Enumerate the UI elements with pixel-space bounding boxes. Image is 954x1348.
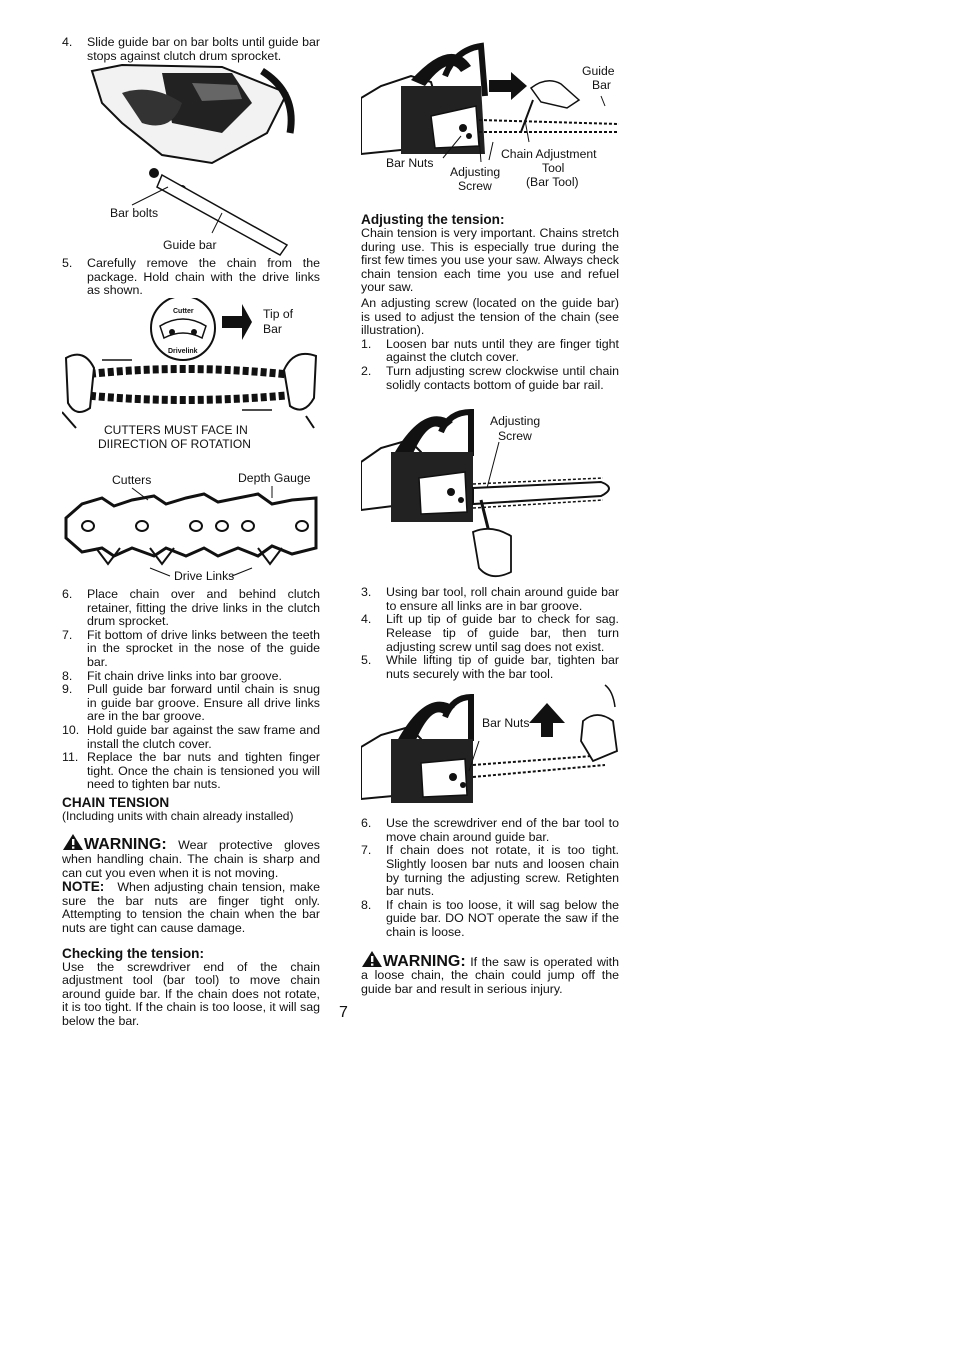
step-text: Replace the bar nuts and tighten finger tight. Once the chain is tensioned you will need to tighten bar nuts. — [87, 750, 320, 792]
step-6 — [361, 817, 619, 844]
step-number: 6. — [361, 816, 372, 831]
page-number: 7 — [339, 1004, 348, 1021]
step-number: 4. — [361, 612, 372, 627]
step-number: 5. — [62, 256, 73, 271]
step-text: Lift up tip of guide bar to check for sag. Release tip of guide bar, then turn adjusting screw until sag does not exist. — [386, 612, 619, 654]
steps-6-8 — [361, 817, 619, 939]
step-text: Fit bottom of drive links between the teeth in the sprocket in the nose of the guide bar. — [87, 627, 320, 669]
cutter-label: Cutter — [173, 307, 194, 315]
step-number: 8. — [62, 668, 73, 683]
warning-triangle-icon — [361, 950, 383, 968]
adjusting-tension-heading: Adjusting the tension: — [361, 212, 505, 227]
step-6 — [62, 588, 320, 629]
step-text: If chain does not rotate, it is too tight. Slightly loosen bar nuts and loosen chain by turning the adjusting screw. Retighten bar nuts. — [386, 843, 619, 899]
warning-word: WARNING: — [383, 952, 466, 970]
chain-tension-heading: CHAIN TENSION — [62, 794, 170, 810]
step-text: Slide guide bar on bar bolts until guide bar stops against clutch drum sprocket. — [87, 35, 320, 63]
guide-bar-bolts-figure — [62, 63, 320, 257]
step-2 — [361, 365, 619, 392]
adjusting-screw-label-1: Adjusting — [490, 414, 541, 429]
step-number: 11. — [62, 750, 79, 765]
step-3 — [361, 586, 619, 613]
step-number: 5. — [361, 653, 372, 668]
step-4 — [361, 613, 619, 654]
step-number: 7. — [361, 843, 372, 858]
steps-6-11 — [62, 588, 320, 792]
adjusting-paragraph-1: Chain tension is very important. Chains stretch during use. This is especially true during the first few times you use your saw. Always check chain tension each time you use and refuel your saw. — [361, 226, 619, 295]
bar-nuts-label: Bar Nuts — [386, 156, 434, 170]
chain-direction-figure — [62, 298, 320, 468]
step-text: Using bar tool, roll chain around guide bar to ensure all links are in bar groove. — [386, 585, 619, 613]
checking-tension-text: Use the screwdriver end of the chain adjustment tool (bar tool) to move chain around guide bar. If the chain does not rotate, it is too tight. If the chain is too loose, it will sag below the bar. — [62, 959, 320, 1028]
note-text: When adjusting chain tension, make sure the bar nuts are finger tight only. Attempting to tension the chain when the bar nuts are tight can cause damage. — [62, 880, 321, 936]
step-number: 2. — [361, 363, 372, 378]
step-7 — [361, 844, 619, 898]
bar-nuts-illustration — [361, 681, 619, 817]
depth-gauge-label: Depth Gauge — [238, 470, 311, 485]
note-word: NOTE: — [62, 879, 105, 895]
guide-bar-label-1: Guide — [582, 64, 615, 78]
step-text: Use the screwdriver end of the bar tool to move chain around guide bar. — [386, 816, 619, 844]
step-5 — [62, 257, 320, 298]
step-text: If chain is too loose, it will sag below the guide bar. DO NOT operate the saw if the chain is loose. — [386, 897, 619, 940]
drivelink-label: Drivelink — [168, 347, 198, 355]
cutters-must-face-label-1: CUTTERS MUST FACE IN — [104, 422, 248, 437]
warning-text: Wear protective gloves when handling chain. The chain is sharp and can cut you even when it is not moving. — [62, 838, 320, 880]
bar-tool-figure — [361, 36, 619, 212]
tip-of-bar-label-2: Bar — [263, 321, 282, 336]
step-9 — [62, 683, 320, 724]
cutters-label: Cutters — [112, 472, 152, 487]
step-1 — [361, 338, 619, 365]
warning-triangle-icon — [62, 833, 84, 851]
step-5 — [361, 654, 619, 681]
chain-adjustment-tool-label-2: Tool — [542, 161, 565, 175]
step-text: Turn adjusting screw clockwise until chain solidly contacts bottom of guide bar rail. — [386, 363, 619, 392]
chain-adjustment-tool-label-3: (Bar Tool) — [526, 175, 579, 189]
step-number: 3. — [361, 585, 372, 600]
adjusting-screw-label-2: Screw — [458, 179, 492, 193]
step-8 — [361, 899, 619, 940]
step-number: 10. — [62, 722, 80, 737]
warning-loose-chain — [361, 950, 619, 997]
tip-of-bar-label-1: Tip of — [263, 306, 294, 321]
step-4 — [62, 36, 320, 63]
cutters-must-face-label-2: DIIRECTION OF ROTATION — [98, 436, 251, 451]
chain-parts-figure — [62, 468, 320, 588]
step-7 — [62, 629, 320, 670]
step-number: 6. — [62, 586, 73, 601]
guide-bar-label: Guide bar — [163, 238, 217, 253]
step-11 — [62, 751, 320, 792]
steps-3-5 — [361, 586, 619, 681]
note — [62, 880, 320, 935]
step-text: Hold guide bar against the saw frame and install the clutch cover. — [87, 722, 320, 751]
step-number: 8. — [361, 897, 372, 912]
step-text: Carefully remove the chain from the package. Hold chain with the drive links as shown. — [87, 256, 320, 298]
adjusting-paragraph-2: An adjusting screw (located on the guide bar) is used to adjust the tension of the chain (see illustration). — [361, 295, 619, 338]
left-column — [62, 36, 320, 1029]
checking-tension-heading: Checking the tension: — [62, 945, 204, 961]
step-8 — [62, 670, 320, 684]
step-number: 9. — [62, 682, 73, 697]
step-text: Fit chain drive links into bar groove. — [87, 668, 282, 683]
step-text: Loosen bar nuts until they are finger tight against the clutch cover. — [386, 336, 619, 365]
step-text: Pull guide bar forward until chain is snug in guide bar groove. Ensure all drive links are in the bar groove. — [87, 682, 320, 724]
warning-text: If the saw is operated with a loose chain, the chain could jump off the guide bar and result in serious injury. — [361, 954, 619, 996]
guide-bar-label-2: Bar — [592, 78, 611, 92]
bar-nuts-figure — [361, 681, 619, 817]
step-10 — [62, 724, 320, 751]
bar-nuts-label: Bar Nuts — [482, 716, 530, 731]
chain-tension-subheading: (Including units with chain already installed) — [62, 808, 294, 823]
step-text: While lifting tip of guide bar, tighten bar nuts securely with the bar tool. — [386, 653, 619, 681]
guide-bar-bolts-illustration — [62, 63, 320, 257]
step-text: Place chain over and behind clutch retainer, fitting the drive links in the clutch drum sprocket. — [87, 586, 320, 629]
right-column — [361, 36, 619, 996]
bar-bolts-label: Bar bolts — [110, 206, 159, 221]
warning-gloves — [62, 833, 320, 880]
drive-links-label: Drive Links — [174, 568, 235, 583]
adjusting-screw-label-2: Screw — [498, 429, 532, 444]
adjusting-screw-figure — [361, 392, 619, 586]
warning-word: WARNING: — [84, 836, 167, 854]
step-number: 7. — [62, 627, 73, 642]
step-number: 4. — [62, 35, 73, 49]
steps-1-2 — [361, 338, 619, 392]
step-number: 1. — [361, 336, 372, 351]
chain-adjustment-tool-label-1: Chain Adjustment — [501, 147, 597, 161]
adjusting-screw-label-1: Adjusting — [450, 165, 501, 179]
